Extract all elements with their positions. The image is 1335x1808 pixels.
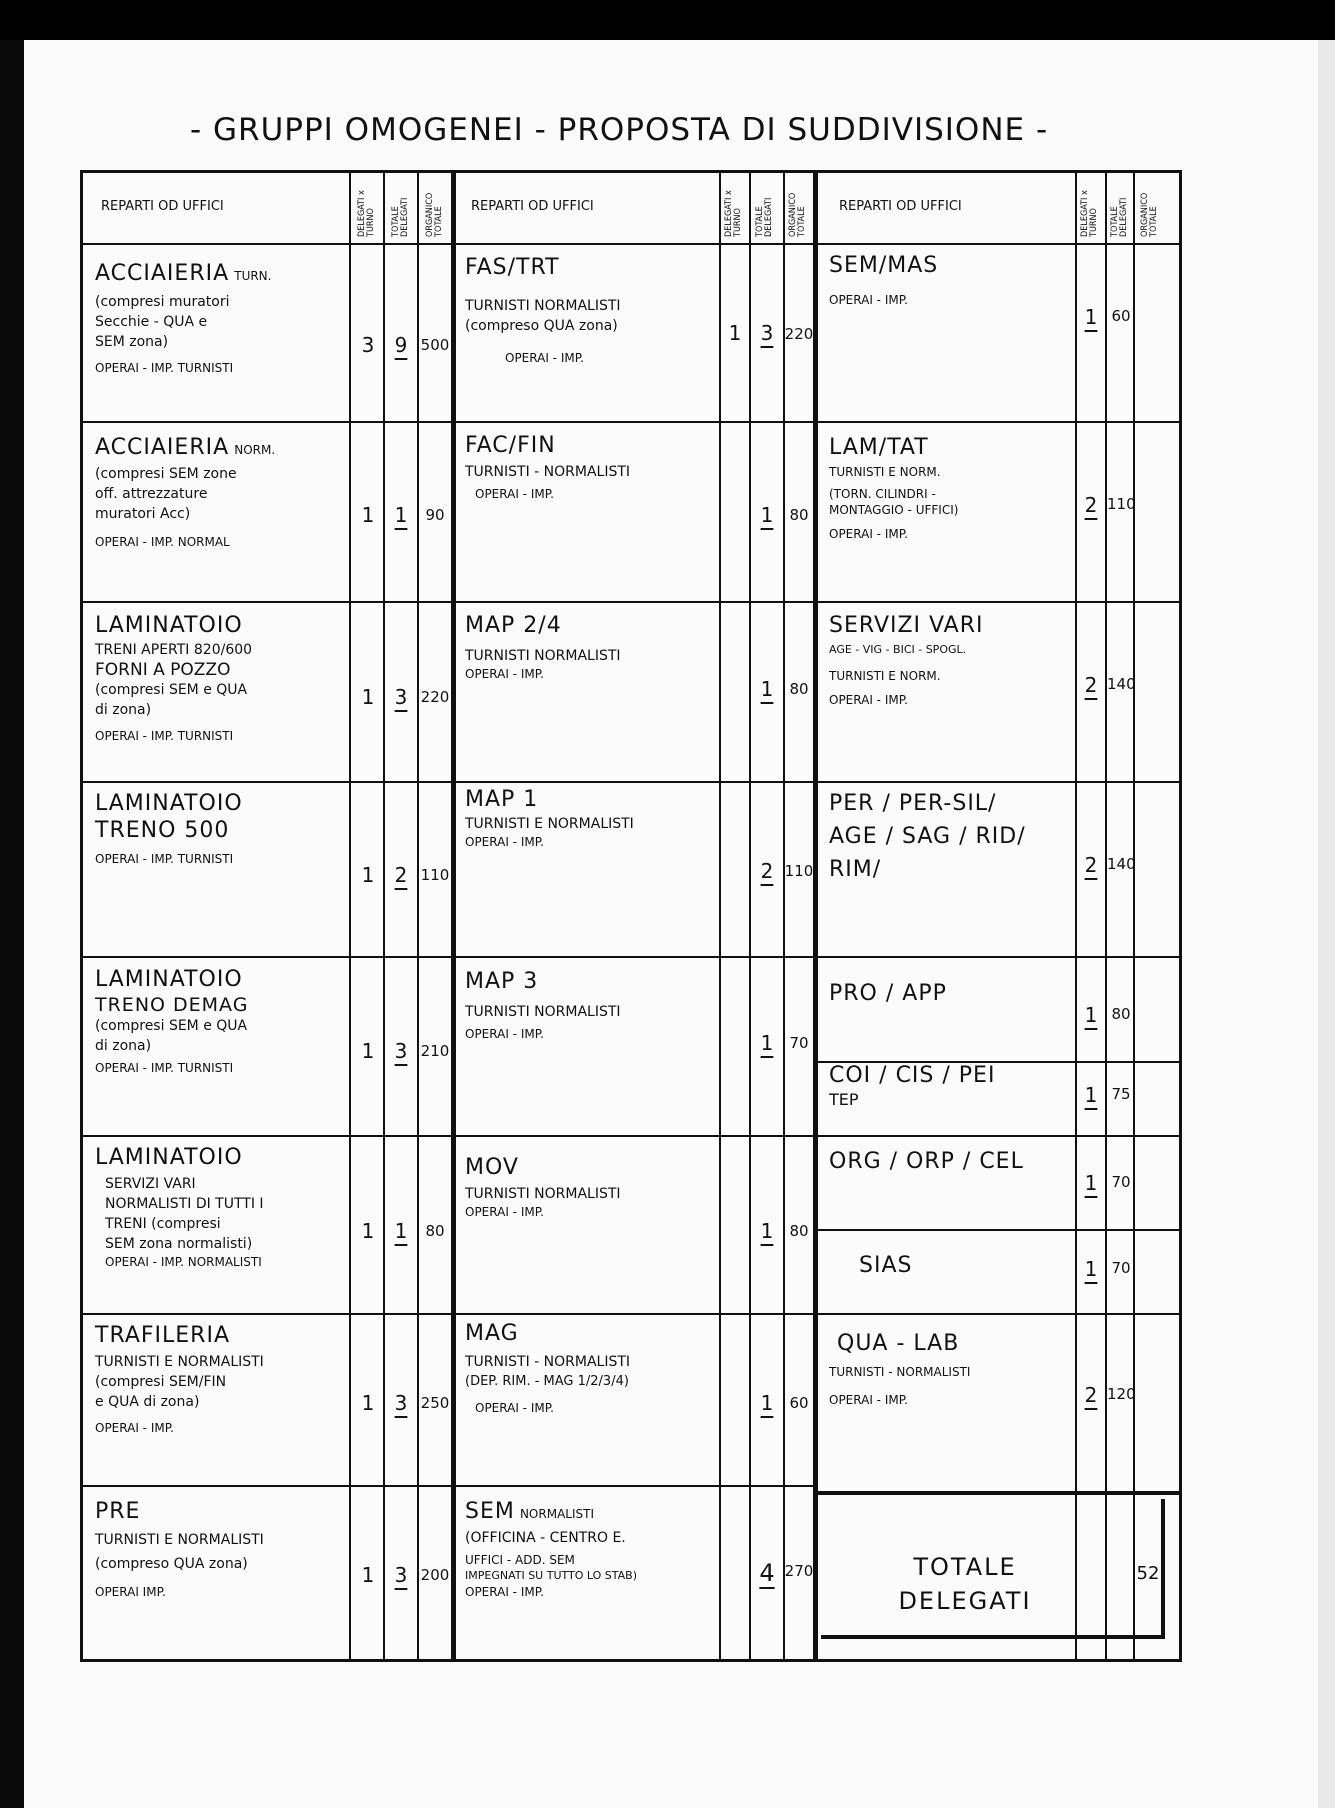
group-cell [829, 791, 1069, 882]
totale-delegati: 1 [760, 677, 774, 701]
organico-totale: 140 [1107, 675, 1136, 693]
organico-totale: 140 [1107, 855, 1136, 873]
header-rule [83, 243, 1179, 245]
header-delegati-turno-1: DELEGATI x TURNO [357, 190, 376, 237]
col-divider [1105, 173, 1107, 1659]
scan-left-border [0, 40, 24, 1808]
row-rule [815, 956, 1179, 958]
group-tag: NORM. [234, 443, 276, 457]
group-name: LAM/TAT [829, 435, 929, 460]
totale-delegati: 2 [1084, 493, 1098, 517]
totale-delegati: 3 [760, 321, 774, 345]
totale-delegati: 9 [394, 333, 408, 357]
group-detail: TURNISTI E NORM. [829, 669, 941, 683]
row-rule [815, 1313, 1179, 1315]
group-cell [95, 435, 345, 550]
group-detail: TURNISTI - NORMALISTI [465, 464, 631, 480]
delegati-turno: 3 [361, 333, 375, 357]
organico-totale: 250 [420, 1394, 450, 1412]
group-name: MAG [465, 1321, 519, 1346]
totale-label [855, 1553, 1075, 1615]
group-detail: OPERAI - IMP. NORMALISTI [105, 1255, 262, 1269]
delegati-turno: 1 [361, 685, 375, 709]
group-name: COI / CIS / PEI [829, 1063, 996, 1088]
col-divider [1133, 173, 1135, 1659]
group-detail: TURNISTI E NORMALISTI [95, 1532, 264, 1548]
header-reparti-3: REPARTI OD UFFICI [839, 199, 962, 214]
group-detail: TURNISTI E NORMALISTI [95, 1354, 264, 1370]
organico-totale: 500 [420, 336, 450, 354]
group-name: LAMINATOIO [95, 791, 243, 816]
group-detail: UFFICI - ADD. SEM [465, 1553, 575, 1567]
group-cell [829, 435, 1069, 542]
group-detail: TRENI (compresi [105, 1216, 221, 1232]
group-cell [95, 1499, 347, 1600]
group-cell [95, 613, 347, 744]
group-detail: (OFFICINA - CENTRO E. [465, 1530, 626, 1546]
totale-label-1: TOTALE [913, 1553, 1017, 1581]
row-rule [83, 601, 815, 603]
header-reparti-2: REPARTI OD UFFICI [471, 199, 594, 214]
group-detail: muratori Acc) [95, 506, 191, 522]
group-cell [95, 261, 345, 376]
header-organico-totale-2: ORGANICO TOTALE [788, 192, 807, 237]
totale-delegati: 3 [394, 685, 408, 709]
group-detail: OPERAI - IMP. [829, 1393, 908, 1407]
group-detail: TRENO 500 [95, 818, 230, 843]
group-name: FAS/TRT [465, 255, 560, 280]
row-rule [83, 1135, 815, 1137]
group-detail: TURNISTI NORMALISTI [465, 298, 621, 314]
group-detail: OPERAI - IMP. TURNISTI [95, 852, 234, 866]
delegati-turno: 1 [728, 321, 742, 345]
organico-totale: 80 [1111, 1005, 1131, 1023]
group-detail: OPERAI - IMP. [829, 293, 908, 307]
group-detail: OPERAI IMP. [95, 1585, 166, 1599]
totale-delegati: 1 [760, 503, 774, 527]
group-tag: NORMALISTI [519, 1507, 594, 1521]
group-detail: di zona) [95, 1038, 152, 1054]
group-detail: NORMALISTI DI TUTTI I [105, 1196, 264, 1212]
group-detail: (compresi muratori [95, 294, 230, 310]
delegati-turno: 1 [361, 863, 375, 887]
group-detail: OPERAI - IMP. [465, 1585, 544, 1599]
organico-totale: 200 [420, 1566, 450, 1584]
group-detail: OPERAI - IMP. [465, 835, 544, 849]
totale-label-2: DELEGATI [898, 1587, 1032, 1615]
group-detail: OPERAI - IMP. [475, 1401, 554, 1415]
group-detail: (compreso QUA zona) [95, 1556, 248, 1572]
group-detail: OPERAI - IMP. [465, 1027, 544, 1041]
group-name: PRO / APP [829, 981, 947, 1006]
totale-delegati: 2 [1084, 1383, 1098, 1407]
organico-totale: 60 [789, 1394, 809, 1412]
group-name: PRE [95, 1499, 141, 1524]
organico-totale: 60 [1111, 307, 1131, 325]
group-cell [859, 1253, 1059, 1278]
row-rule [815, 601, 1179, 603]
totale-delegati: 3 [394, 1039, 408, 1063]
group-detail: TRENI APERTI 820/600 [95, 642, 253, 658]
col-divider [749, 173, 751, 1659]
row-rule [83, 421, 815, 423]
totale-delegati: 1 [1084, 1003, 1098, 1027]
col-divider [383, 173, 385, 1659]
group-detail: TURNISTI - NORMALISTI [465, 1354, 631, 1370]
row-rule [83, 1485, 815, 1487]
row-rule [815, 421, 1179, 423]
group-detail: (compresi SEM e QUA [95, 682, 248, 698]
group-name: ACCIAIERIA [95, 261, 230, 286]
header-totale-delegati-1: TOTALE DELEGATI [391, 197, 410, 237]
group-detail: (compresi SEM zone [95, 466, 237, 482]
group-detail: RIM/ [829, 857, 882, 882]
organico-totale: 120 [1107, 1385, 1136, 1403]
group-cell [829, 981, 1069, 1006]
col-divider [1075, 173, 1077, 1659]
group-detail: TURNISTI NORMALISTI [465, 1186, 621, 1202]
header-delegati-turno-2: DELEGATI x TURNO [724, 190, 743, 237]
header-organico-totale-3: ORGANICO TOTALE [1140, 192, 1159, 237]
group-detail: SEM zona normalisti) [105, 1236, 253, 1252]
group-name: MOV [465, 1155, 519, 1180]
group-detail: TURNISTI E NORM. [829, 465, 941, 479]
group-detail: (compresi SEM e QUA [95, 1018, 248, 1034]
organico-totale: 90 [425, 506, 445, 524]
col-divider [783, 173, 785, 1659]
totale-value: 52 [1136, 1563, 1160, 1584]
organico-totale: 80 [789, 1222, 809, 1240]
organico-totale: 110 [784, 862, 814, 880]
group-name: SEM [465, 1499, 515, 1524]
organico-totale: 220 [784, 325, 814, 343]
organico-totale: 270 [784, 1562, 814, 1580]
totale-delegati: 3 [394, 1563, 408, 1587]
group-cell [465, 1499, 715, 1600]
group-name: ORG / ORP / CEL [829, 1149, 1024, 1174]
organico-totale: 210 [420, 1042, 450, 1060]
group-detail: OPERAI - IMP. [829, 527, 908, 541]
group-detail: OPERAI - IMP. [505, 351, 584, 365]
group-cell [465, 1321, 715, 1416]
group-detail: OPERAI - IMP. [465, 667, 544, 681]
organico-totale: 75 [1111, 1085, 1131, 1103]
group-detail: (TORN. CILINDRI - [829, 487, 936, 501]
organico-totale: 80 [789, 506, 809, 524]
totale-delegati: 3 [394, 1391, 408, 1415]
row-rule [83, 956, 815, 958]
group-cell [829, 1063, 1069, 1110]
group-name: LAMINATOIO [95, 967, 243, 992]
group-detail: (DEP. RIM. - MAG 1/2/3/4) [465, 1374, 629, 1389]
groups-table [80, 170, 1182, 1662]
group-detail: off. attrezzature [95, 486, 208, 502]
organico-totale: 110 [1107, 495, 1136, 513]
section-divider [813, 173, 818, 1659]
group-detail: di zona) [95, 702, 152, 718]
group-detail: OPERAI - IMP. TURNISTI [95, 1061, 234, 1075]
group-name: FAC/FIN [465, 433, 556, 458]
col-divider [417, 173, 419, 1659]
group-name: LAMINATOIO [95, 1145, 243, 1170]
totale-delegati: 1 [760, 1391, 774, 1415]
group-detail: OPERAI - IMP. TURNISTI [95, 729, 234, 743]
totale-delegati: 4 [759, 1559, 775, 1587]
group-detail: OPERAI - IMP. TURNISTI [95, 361, 234, 375]
group-name: PER / PER-SIL/ [829, 791, 997, 816]
delegati-turno: 1 [361, 1391, 375, 1415]
group-detail: OPERAI - IMP. [465, 1205, 544, 1219]
organico-totale: 80 [425, 1222, 445, 1240]
group-cell [829, 1331, 1069, 1408]
group-detail: SEM zona) [95, 334, 169, 350]
delegati-turno: 1 [361, 1563, 375, 1587]
header-organico-totale-1: ORGANICO TOTALE [425, 192, 444, 237]
row-rule [815, 781, 1179, 783]
group-cell [829, 253, 1069, 308]
page-title: - GRUPPI OMOGENEI - PROPOSTA DI SUDDIVISIONE - [190, 112, 1049, 148]
row-rule [815, 1491, 1179, 1495]
organico-totale: 220 [420, 688, 450, 706]
row-rule [83, 1313, 815, 1315]
totale-delegati: 2 [1084, 673, 1098, 697]
delegati-turno: 1 [361, 1219, 375, 1243]
totale-delegati: 1 [394, 503, 408, 527]
header-reparti-1: REPARTI OD UFFICI [101, 199, 224, 214]
group-cell [465, 1155, 715, 1220]
group-name: MAP 3 [465, 969, 539, 994]
group-detail: MONTAGGIO - UFFICI) [829, 503, 959, 517]
group-detail: (compresi SEM/FIN [95, 1374, 227, 1390]
section-divider [451, 173, 456, 1659]
group-detail: (compreso QUA zona) [465, 318, 618, 334]
totale-delegati: 2 [394, 863, 408, 887]
group-detail: TRENO DEMAG [95, 994, 249, 1016]
organico-totale: 70 [1111, 1259, 1131, 1277]
delegati-turno: 1 [361, 503, 375, 527]
row-rule [83, 781, 815, 783]
group-name: SERVIZI VARI [829, 613, 984, 638]
group-detail: TURNISTI NORMALISTI [465, 648, 621, 664]
row-rule [815, 1135, 1179, 1137]
group-detail: TURNISTI E NORMALISTI [465, 816, 634, 832]
group-name: SIAS [859, 1253, 913, 1278]
group-cell [465, 787, 715, 850]
organico-totale: 80 [789, 680, 809, 698]
organico-totale: 70 [789, 1034, 809, 1052]
group-cell [829, 613, 1069, 708]
group-name: TRAFILERIA [95, 1323, 231, 1348]
group-detail: AGE / SAG / RID/ [829, 824, 1026, 849]
delegati-turno: 1 [361, 1039, 375, 1063]
group-cell [95, 1145, 347, 1270]
group-detail: OPERAI - IMP. [829, 693, 908, 707]
organico-totale: 70 [1111, 1173, 1131, 1191]
header-delegati-turno-3: DELEGATI x TURNO [1080, 190, 1099, 237]
totale-delegati: 1 [760, 1219, 774, 1243]
group-detail: TURNISTI NORMALISTI [465, 1004, 621, 1020]
group-name: MAP 2/4 [465, 613, 562, 638]
group-cell [465, 969, 715, 1042]
group-detail: e QUA di zona) [95, 1394, 200, 1410]
totale-delegati: 1 [760, 1031, 774, 1055]
group-name: LAMINATOIO [95, 613, 243, 638]
group-tag: TURN. [234, 269, 272, 283]
scan-right-edge [1318, 40, 1335, 1808]
group-cell [465, 433, 715, 502]
group-detail: AGE - VIG - BICI - SPOGL. [829, 643, 967, 656]
col-divider [349, 173, 351, 1659]
group-cell [95, 1323, 347, 1436]
group-name: SEM/MAS [829, 253, 939, 278]
group-detail: OPERAI - IMP. [95, 1421, 174, 1435]
header-totale-delegati-3: TOTALE DELEGATI [1110, 197, 1129, 237]
row-rule [815, 1229, 1179, 1231]
col-divider [719, 173, 721, 1659]
group-cell [465, 613, 715, 682]
totale-delegati: 1 [1084, 1257, 1098, 1281]
group-detail: TURNISTI - NORMALISTI [829, 1365, 971, 1379]
scan-top-border [0, 0, 1335, 40]
group-detail: IMPEGNATI SU TUTTO LO STAB) [465, 1569, 638, 1582]
group-name: QUA - LAB [837, 1331, 960, 1356]
group-name: ACCIAIERIA [95, 435, 230, 460]
organico-totale: 110 [420, 866, 450, 884]
group-cell [465, 255, 715, 366]
group-detail: OPERAI - IMP. NORMAL [95, 535, 230, 549]
group-detail: SERVIZI VARI [105, 1176, 196, 1192]
totale-delegati: 1 [394, 1219, 408, 1243]
group-detail: TEP [829, 1090, 859, 1109]
totale-delegati: 2 [1084, 853, 1098, 877]
totale-delegati: 1 [1084, 1083, 1098, 1107]
group-cell [829, 1149, 1069, 1174]
group-name: MAP 1 [465, 787, 539, 812]
group-detail: FORNI A POZZO [95, 660, 231, 680]
group-detail: Secchie - QUA e [95, 314, 208, 330]
totale-delegati: 2 [760, 859, 774, 883]
totale-delegati: 1 [1084, 1171, 1098, 1195]
group-detail: OPERAI - IMP. [475, 487, 554, 501]
header-totale-delegati-2: TOTALE DELEGATI [755, 197, 774, 237]
group-cell [95, 967, 347, 1076]
group-cell [95, 791, 347, 867]
totale-delegati: 1 [1084, 305, 1098, 329]
